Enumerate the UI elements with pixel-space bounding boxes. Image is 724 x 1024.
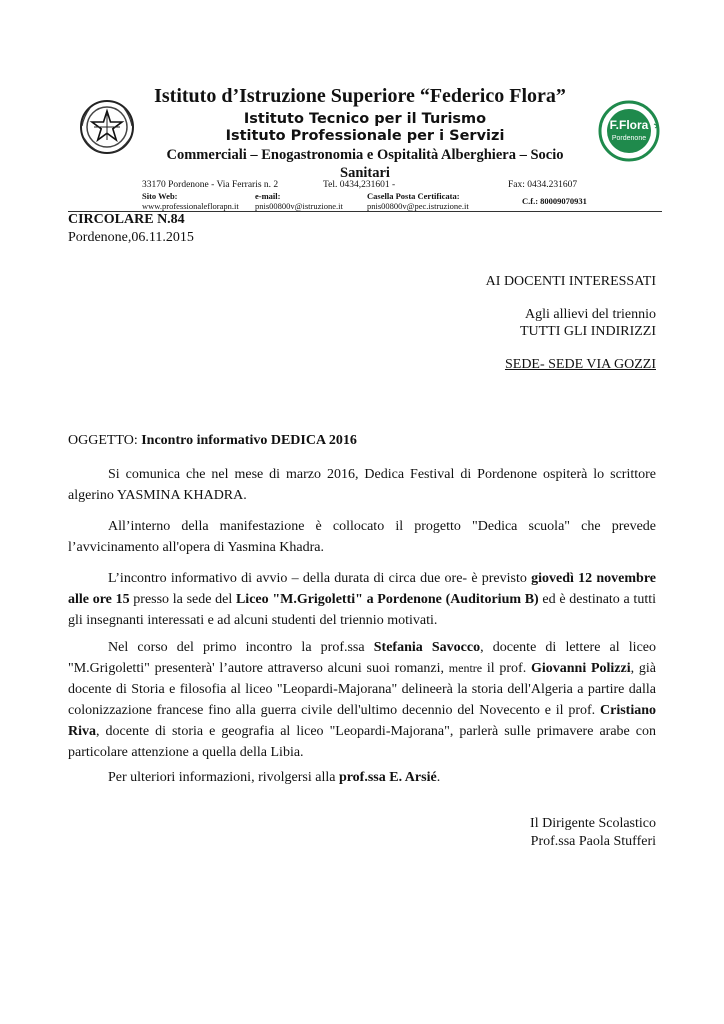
- pec-link[interactable]: pnis00800v@pec.istruzione.it: [367, 201, 469, 211]
- paragraph-meeting: L’incontro informativo di avvio – della durata di circa due ore- è previsto giovedì 12 novembre alle ore 15 presso la sede del Liceo "M.Grigoletti" a Pordenone (Auditorium B) ed è destinato a tutti gli insegnanti interessati e ad alcuni studenti del triennio motivati.: [68, 571, 657, 628]
- address: 33170 Pordenone - Via Ferraris n. 2: [142, 180, 279, 190]
- recipient-teachers: AI DOCENTI INTERESSATI: [485, 274, 656, 289]
- contact-person: prof.ssa E. Arsié: [338, 770, 437, 785]
- speaker-savocco: Stefania Savocco: [373, 640, 481, 655]
- meeting-date: giovedì 12 novembre alle ore 15: [68, 571, 657, 607]
- institute-subtitle-tourism: Istituto Tecnico per il Turismo: [243, 111, 487, 127]
- recipient-all-courses: TUTTI GLI INDIRIZZI: [519, 324, 656, 339]
- recipient-location: SEDE- SEDE VIA GOZZI: [504, 357, 656, 372]
- telephone: Tel. 0434,231601 -: [323, 180, 396, 190]
- fiscal-code: C.f.: 80009070931: [522, 196, 587, 206]
- signature-name: Prof.ssa Paola Stufferi: [530, 834, 656, 849]
- institute-title: Istituto d’Istruzione Superiore “Federico Flora”: [154, 85, 566, 107]
- paragraph-contact: Per ulteriori informazioni, rivolgersi alla prof.ssa E. Arsié.: [108, 770, 441, 785]
- logo-subtext: Pordenone: [611, 135, 647, 142]
- pec-label: Casella Posta Certificata:: [367, 191, 460, 201]
- signature-role: Il Dirigente Scolastico: [530, 816, 656, 831]
- email-label: e-mail:: [255, 191, 281, 201]
- place-date: Pordenone,06.11.2015: [68, 230, 194, 245]
- speaker-riva: Cristiano Riva: [68, 703, 656, 739]
- email-link[interactable]: pnis00800v@istruzione.it: [255, 201, 343, 211]
- meeting-venue: Liceo "M.Grigoletti" a Pordenone (Auditorium B): [235, 592, 539, 607]
- subject-line: [68, 433, 357, 449]
- subject-text: Incontro informativo DEDICA 2016: [141, 433, 357, 448]
- school-logo: [598, 100, 660, 162]
- institute-subtitle-services: Istituto Professionale per i Servizi: [225, 128, 505, 144]
- logo-text: F.Flora: [609, 118, 649, 132]
- paragraph-festival: Si comunica che nel mese di marzo 2016, Dedica Festival di Pordenone ospiterà lo scrittore algerino YASMINA KHADRA.: [68, 467, 656, 503]
- website-label: Sito Web:: [142, 191, 178, 201]
- website-link[interactable]: www.professionaleflorapn.it: [142, 201, 239, 211]
- circolare-number: CIRCOLARE N.84: [68, 212, 185, 227]
- paragraph-project: All’interno della manifestazione è collocato il progetto "Dedica scuola" che prevede l’avvicinamento all'opera di Yasmina Khadra.: [68, 519, 656, 555]
- speaker-polizzi: Giovanni Polizzi: [530, 661, 631, 676]
- subject-label: OGGETTO:: [68, 433, 142, 448]
- fax: Fax: 0434.231607: [508, 180, 578, 190]
- recipient-students: Agli allievi del triennio: [524, 307, 656, 322]
- paragraph-speakers: Nel corso del primo incontro la prof.ssa Stefania Savocco, docente di lettere al liceo "M.Grigoletti" presenterà' l’autore attraverso alcuni suoi romanzi, mentre il prof. Giovanni Polizzi, già docente di Storia e filosofia al liceo "Leopardi-Majorana" delineerà la storia dell'Algeria a partire dalla colonizzazione francese fino alla guerra civile dell'ultimo decennio del Novecento e il prof. Cristiano Riva, docente di storia e geografia al liceo "Leopardi-Majorana", parlerà sulle primavere arabe con particolare attenzione a quella della Libia.: [68, 640, 656, 760]
- institute-subtitle-courses: Commerciali – Enogastronomia e Ospitalità Alberghiera – Socio Sanitari: [166, 147, 564, 181]
